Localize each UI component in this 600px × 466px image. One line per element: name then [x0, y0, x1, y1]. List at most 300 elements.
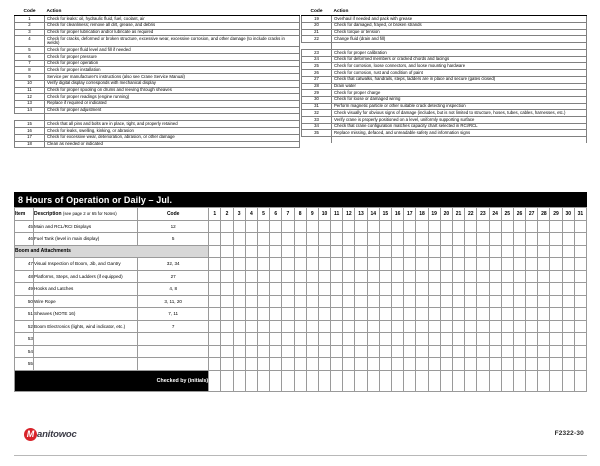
checklist-day-cell-27[interactable] — [526, 333, 538, 346]
checked-by-initials-cell-1[interactable] — [209, 370, 221, 391]
checklist-day-cell-16[interactable] — [392, 345, 404, 358]
checklist-day-cell-29[interactable] — [550, 270, 562, 283]
checklist-day-cell-6[interactable] — [270, 345, 282, 358]
checklist-day-cell-8[interactable] — [294, 345, 306, 358]
checklist-day-cell-26[interactable] — [513, 295, 525, 308]
checklist-day-cell-1[interactable] — [209, 320, 221, 333]
checklist-day-cell-21[interactable] — [452, 233, 464, 246]
checklist-day-cell-15[interactable] — [379, 233, 391, 246]
checklist-day-cell-12[interactable] — [343, 333, 355, 346]
checklist-day-cell-8[interactable] — [294, 333, 306, 346]
checklist-day-cell-27[interactable] — [526, 258, 538, 271]
checklist-day-cell-12[interactable] — [343, 308, 355, 321]
checklist-day-cell-21[interactable] — [452, 258, 464, 271]
checklist-day-cell-3[interactable] — [233, 345, 245, 358]
checklist-day-cell-31[interactable] — [574, 233, 586, 246]
checklist-day-cell-19[interactable] — [428, 220, 440, 233]
checklist-day-cell-17[interactable] — [404, 333, 416, 346]
checklist-day-cell-18[interactable] — [416, 258, 428, 271]
checklist-day-cell-2[interactable] — [221, 358, 233, 371]
checklist-day-cell-21[interactable] — [452, 333, 464, 346]
checklist-day-cell-24[interactable] — [489, 358, 501, 371]
checklist-day-cell-1[interactable] — [209, 358, 221, 371]
checklist-day-cell-24[interactable] — [489, 308, 501, 321]
checklist-day-cell-5[interactable] — [257, 308, 269, 321]
checklist-day-cell-20[interactable] — [440, 233, 452, 246]
checklist-day-cell-17[interactable] — [404, 245, 416, 258]
checklist-day-cell-10[interactable] — [318, 258, 330, 271]
checklist-day-cell-10[interactable] — [318, 295, 330, 308]
checked-by-initials-cell-18[interactable] — [416, 370, 428, 391]
checklist-day-cell-13[interactable] — [355, 233, 367, 246]
checklist-day-cell-30[interactable] — [562, 295, 574, 308]
checklist-day-cell-25[interactable] — [501, 345, 513, 358]
checklist-day-cell-19[interactable] — [428, 345, 440, 358]
checklist-day-cell-19[interactable] — [428, 233, 440, 246]
checklist-day-cell-18[interactable] — [416, 345, 428, 358]
checklist-day-cell-7[interactable] — [282, 258, 294, 271]
checklist-day-cell-10[interactable] — [318, 308, 330, 321]
checklist-day-cell-11[interactable] — [331, 258, 343, 271]
checklist-day-cell-15[interactable] — [379, 345, 391, 358]
checklist-day-cell-2[interactable] — [221, 220, 233, 233]
checked-by-initials-cell-21[interactable] — [452, 370, 464, 391]
checklist-day-cell-19[interactable] — [428, 295, 440, 308]
checklist-day-cell-27[interactable] — [526, 283, 538, 296]
checked-by-initials-cell-7[interactable] — [282, 370, 294, 391]
checklist-day-cell-4[interactable] — [245, 245, 257, 258]
checklist-day-cell-30[interactable] — [562, 283, 574, 296]
checklist-day-cell-20[interactable] — [440, 295, 452, 308]
checklist-day-cell-18[interactable] — [416, 333, 428, 346]
checklist-day-cell-20[interactable] — [440, 220, 452, 233]
checklist-day-cell-23[interactable] — [477, 220, 489, 233]
checklist-day-cell-15[interactable] — [379, 270, 391, 283]
checklist-day-cell-27[interactable] — [526, 233, 538, 246]
checklist-day-cell-17[interactable] — [404, 270, 416, 283]
checklist-day-cell-5[interactable] — [257, 333, 269, 346]
checklist-day-cell-26[interactable] — [513, 345, 525, 358]
checklist-day-cell-6[interactable] — [270, 233, 282, 246]
checked-by-initials-cell-19[interactable] — [428, 370, 440, 391]
checklist-day-cell-11[interactable] — [331, 295, 343, 308]
checklist-day-cell-21[interactable] — [452, 220, 464, 233]
checklist-day-cell-21[interactable] — [452, 295, 464, 308]
checklist-day-cell-26[interactable] — [513, 308, 525, 321]
checklist-day-cell-15[interactable] — [379, 258, 391, 271]
checklist-day-cell-22[interactable] — [465, 295, 477, 308]
checklist-day-cell-31[interactable] — [574, 345, 586, 358]
checklist-day-cell-12[interactable] — [343, 345, 355, 358]
checklist-day-cell-25[interactable] — [501, 245, 513, 258]
checklist-day-cell-14[interactable] — [367, 245, 379, 258]
checked-by-initials-cell-16[interactable] — [392, 370, 404, 391]
checked-by-initials-cell-30[interactable] — [562, 370, 574, 391]
checklist-day-cell-4[interactable] — [245, 345, 257, 358]
checklist-day-cell-25[interactable] — [501, 283, 513, 296]
checklist-day-cell-10[interactable] — [318, 220, 330, 233]
checklist-day-cell-3[interactable] — [233, 283, 245, 296]
checklist-day-cell-29[interactable] — [550, 333, 562, 346]
checklist-day-cell-9[interactable] — [306, 220, 318, 233]
checklist-day-cell-1[interactable] — [209, 333, 221, 346]
checklist-day-cell-25[interactable] — [501, 358, 513, 371]
checked-by-initials-cell-31[interactable] — [574, 370, 586, 391]
checklist-day-cell-9[interactable] — [306, 258, 318, 271]
checklist-day-cell-15[interactable] — [379, 320, 391, 333]
checklist-day-cell-6[interactable] — [270, 270, 282, 283]
checked-by-initials-cell-20[interactable] — [440, 370, 452, 391]
checklist-day-cell-29[interactable] — [550, 258, 562, 271]
checklist-day-cell-31[interactable] — [574, 220, 586, 233]
checklist-day-cell-9[interactable] — [306, 333, 318, 346]
checklist-day-cell-4[interactable] — [245, 233, 257, 246]
checklist-day-cell-23[interactable] — [477, 233, 489, 246]
checklist-day-cell-9[interactable] — [306, 320, 318, 333]
checklist-day-cell-13[interactable] — [355, 258, 367, 271]
checklist-day-cell-25[interactable] — [501, 220, 513, 233]
checklist-day-cell-11[interactable] — [331, 283, 343, 296]
checklist-day-cell-30[interactable] — [562, 345, 574, 358]
checklist-day-cell-2[interactable] — [221, 295, 233, 308]
checklist-day-cell-21[interactable] — [452, 320, 464, 333]
checklist-day-cell-7[interactable] — [282, 308, 294, 321]
checklist-day-cell-13[interactable] — [355, 358, 367, 371]
checklist-day-cell-6[interactable] — [270, 333, 282, 346]
checklist-day-cell-27[interactable] — [526, 345, 538, 358]
checklist-day-cell-26[interactable] — [513, 333, 525, 346]
checklist-day-cell-24[interactable] — [489, 270, 501, 283]
checked-by-initials-cell-2[interactable] — [221, 370, 233, 391]
checklist-day-cell-20[interactable] — [440, 333, 452, 346]
checklist-day-cell-26[interactable] — [513, 233, 525, 246]
checklist-day-cell-9[interactable] — [306, 270, 318, 283]
checked-by-initials-cell-9[interactable] — [306, 370, 318, 391]
checklist-day-cell-5[interactable] — [257, 345, 269, 358]
checklist-day-cell-17[interactable] — [404, 358, 416, 371]
checklist-day-cell-3[interactable] — [233, 233, 245, 246]
checklist-day-cell-13[interactable] — [355, 333, 367, 346]
checklist-day-cell-26[interactable] — [513, 320, 525, 333]
checklist-day-cell-9[interactable] — [306, 308, 318, 321]
checklist-day-cell-9[interactable] — [306, 233, 318, 246]
checklist-day-cell-17[interactable] — [404, 345, 416, 358]
checklist-day-cell-23[interactable] — [477, 295, 489, 308]
checklist-day-cell-18[interactable] — [416, 320, 428, 333]
checklist-day-cell-20[interactable] — [440, 270, 452, 283]
checklist-day-cell-3[interactable] — [233, 245, 245, 258]
checklist-day-cell-3[interactable] — [233, 270, 245, 283]
checklist-day-cell-2[interactable] — [221, 345, 233, 358]
checklist-day-cell-27[interactable] — [526, 245, 538, 258]
checklist-day-cell-19[interactable] — [428, 258, 440, 271]
checked-by-initials-cell-3[interactable] — [233, 370, 245, 391]
checklist-day-cell-8[interactable] — [294, 233, 306, 246]
checklist-day-cell-20[interactable] — [440, 258, 452, 271]
checklist-day-cell-18[interactable] — [416, 308, 428, 321]
checklist-day-cell-14[interactable] — [367, 333, 379, 346]
checklist-day-cell-17[interactable] — [404, 258, 416, 271]
checklist-day-cell-4[interactable] — [245, 320, 257, 333]
checklist-day-cell-3[interactable] — [233, 308, 245, 321]
checklist-day-cell-28[interactable] — [538, 358, 550, 371]
checklist-day-cell-19[interactable] — [428, 283, 440, 296]
checklist-day-cell-12[interactable] — [343, 320, 355, 333]
checklist-day-cell-30[interactable] — [562, 245, 574, 258]
checklist-day-cell-10[interactable] — [318, 333, 330, 346]
checklist-day-cell-28[interactable] — [538, 345, 550, 358]
checklist-day-cell-16[interactable] — [392, 220, 404, 233]
checklist-day-cell-6[interactable] — [270, 320, 282, 333]
checked-by-initials-cell-13[interactable] — [355, 370, 367, 391]
checked-by-initials-cell-5[interactable] — [257, 370, 269, 391]
checklist-day-cell-9[interactable] — [306, 345, 318, 358]
checklist-day-cell-12[interactable] — [343, 233, 355, 246]
checklist-day-cell-2[interactable] — [221, 245, 233, 258]
checklist-day-cell-28[interactable] — [538, 245, 550, 258]
checklist-day-cell-30[interactable] — [562, 233, 574, 246]
checklist-day-cell-27[interactable] — [526, 220, 538, 233]
checklist-day-cell-10[interactable] — [318, 358, 330, 371]
checked-by-initials-cell-29[interactable] — [550, 370, 562, 391]
checked-by-initials-cell-6[interactable] — [270, 370, 282, 391]
checklist-day-cell-29[interactable] — [550, 308, 562, 321]
checklist-day-cell-23[interactable] — [477, 345, 489, 358]
checklist-day-cell-10[interactable] — [318, 283, 330, 296]
checklist-day-cell-1[interactable] — [209, 345, 221, 358]
checklist-day-cell-29[interactable] — [550, 283, 562, 296]
checklist-day-cell-8[interactable] — [294, 270, 306, 283]
checklist-day-cell-4[interactable] — [245, 308, 257, 321]
checklist-day-cell-13[interactable] — [355, 308, 367, 321]
checklist-day-cell-23[interactable] — [477, 245, 489, 258]
checklist-day-cell-8[interactable] — [294, 320, 306, 333]
checklist-day-cell-23[interactable] — [477, 283, 489, 296]
checklist-day-cell-15[interactable] — [379, 333, 391, 346]
checklist-day-cell-17[interactable] — [404, 283, 416, 296]
checklist-day-cell-28[interactable] — [538, 308, 550, 321]
checklist-day-cell-28[interactable] — [538, 320, 550, 333]
checked-by-initials-cell-28[interactable] — [538, 370, 550, 391]
checklist-day-cell-26[interactable] — [513, 245, 525, 258]
checklist-day-cell-16[interactable] — [392, 333, 404, 346]
checklist-day-cell-3[interactable] — [233, 295, 245, 308]
checklist-day-cell-19[interactable] — [428, 245, 440, 258]
checklist-day-cell-9[interactable] — [306, 283, 318, 296]
checklist-day-cell-28[interactable] — [538, 295, 550, 308]
checklist-day-cell-7[interactable] — [282, 358, 294, 371]
checklist-day-cell-31[interactable] — [574, 270, 586, 283]
checklist-day-cell-9[interactable] — [306, 295, 318, 308]
checklist-day-cell-15[interactable] — [379, 220, 391, 233]
checklist-day-cell-6[interactable] — [270, 283, 282, 296]
checklist-day-cell-6[interactable] — [270, 308, 282, 321]
checked-by-initials-cell-24[interactable] — [489, 370, 501, 391]
checklist-day-cell-14[interactable] — [367, 220, 379, 233]
checklist-day-cell-26[interactable] — [513, 358, 525, 371]
checklist-day-cell-11[interactable] — [331, 358, 343, 371]
checklist-day-cell-20[interactable] — [440, 245, 452, 258]
checklist-day-cell-24[interactable] — [489, 245, 501, 258]
checklist-day-cell-23[interactable] — [477, 333, 489, 346]
checklist-day-cell-15[interactable] — [379, 283, 391, 296]
checked-by-initials-cell-12[interactable] — [343, 370, 355, 391]
checked-by-initials-cell-26[interactable] — [513, 370, 525, 391]
checklist-day-cell-22[interactable] — [465, 345, 477, 358]
checklist-day-cell-26[interactable] — [513, 270, 525, 283]
checklist-day-cell-24[interactable] — [489, 320, 501, 333]
checklist-day-cell-30[interactable] — [562, 320, 574, 333]
checklist-day-cell-22[interactable] — [465, 220, 477, 233]
checklist-day-cell-13[interactable] — [355, 220, 367, 233]
checklist-day-cell-28[interactable] — [538, 270, 550, 283]
checklist-day-cell-28[interactable] — [538, 220, 550, 233]
checklist-day-cell-26[interactable] — [513, 258, 525, 271]
checklist-day-cell-16[interactable] — [392, 245, 404, 258]
checklist-day-cell-29[interactable] — [550, 233, 562, 246]
checklist-day-cell-16[interactable] — [392, 320, 404, 333]
checklist-day-cell-22[interactable] — [465, 258, 477, 271]
checklist-day-cell-17[interactable] — [404, 320, 416, 333]
checklist-day-cell-3[interactable] — [233, 333, 245, 346]
checklist-day-cell-15[interactable] — [379, 245, 391, 258]
checklist-day-cell-17[interactable] — [404, 308, 416, 321]
checklist-day-cell-18[interactable] — [416, 245, 428, 258]
checklist-day-cell-4[interactable] — [245, 258, 257, 271]
checklist-day-cell-21[interactable] — [452, 283, 464, 296]
checklist-day-cell-16[interactable] — [392, 270, 404, 283]
checklist-day-cell-25[interactable] — [501, 333, 513, 346]
checklist-day-cell-21[interactable] — [452, 308, 464, 321]
checklist-day-cell-10[interactable] — [318, 233, 330, 246]
checklist-day-cell-31[interactable] — [574, 258, 586, 271]
checklist-day-cell-25[interactable] — [501, 295, 513, 308]
checklist-day-cell-18[interactable] — [416, 233, 428, 246]
checklist-day-cell-11[interactable] — [331, 220, 343, 233]
checklist-day-cell-29[interactable] — [550, 320, 562, 333]
checklist-day-cell-7[interactable] — [282, 345, 294, 358]
checklist-day-cell-26[interactable] — [513, 220, 525, 233]
checklist-day-cell-2[interactable] — [221, 308, 233, 321]
checklist-day-cell-18[interactable] — [416, 358, 428, 371]
checklist-day-cell-28[interactable] — [538, 258, 550, 271]
checklist-day-cell-1[interactable] — [209, 233, 221, 246]
checklist-day-cell-30[interactable] — [562, 258, 574, 271]
checklist-day-cell-13[interactable] — [355, 270, 367, 283]
checklist-day-cell-14[interactable] — [367, 308, 379, 321]
checklist-day-cell-4[interactable] — [245, 295, 257, 308]
checked-by-initials-cell-27[interactable] — [526, 370, 538, 391]
checklist-day-cell-14[interactable] — [367, 270, 379, 283]
checklist-day-cell-30[interactable] — [562, 358, 574, 371]
checklist-day-cell-24[interactable] — [489, 283, 501, 296]
checklist-day-cell-17[interactable] — [404, 233, 416, 246]
checklist-day-cell-5[interactable] — [257, 220, 269, 233]
checklist-day-cell-15[interactable] — [379, 308, 391, 321]
checked-by-initials-cell-23[interactable] — [477, 370, 489, 391]
checklist-day-cell-25[interactable] — [501, 308, 513, 321]
checklist-day-cell-12[interactable] — [343, 295, 355, 308]
checklist-day-cell-10[interactable] — [318, 245, 330, 258]
checklist-day-cell-28[interactable] — [538, 333, 550, 346]
checklist-day-cell-13[interactable] — [355, 320, 367, 333]
checklist-day-cell-5[interactable] — [257, 320, 269, 333]
checklist-day-cell-12[interactable] — [343, 258, 355, 271]
checklist-day-cell-25[interactable] — [501, 258, 513, 271]
checklist-day-cell-24[interactable] — [489, 295, 501, 308]
checklist-day-cell-6[interactable] — [270, 220, 282, 233]
checked-by-initials-cell-25[interactable] — [501, 370, 513, 391]
checklist-day-cell-22[interactable] — [465, 270, 477, 283]
checklist-day-cell-8[interactable] — [294, 358, 306, 371]
checklist-day-cell-31[interactable] — [574, 245, 586, 258]
checklist-day-cell-22[interactable] — [465, 308, 477, 321]
checked-by-initials-cell-4[interactable] — [245, 370, 257, 391]
checklist-day-cell-23[interactable] — [477, 270, 489, 283]
checklist-day-cell-20[interactable] — [440, 345, 452, 358]
checklist-day-cell-6[interactable] — [270, 258, 282, 271]
checklist-day-cell-11[interactable] — [331, 245, 343, 258]
checklist-day-cell-19[interactable] — [428, 308, 440, 321]
checklist-day-cell-7[interactable] — [282, 333, 294, 346]
checked-by-initials-cell-15[interactable] — [379, 370, 391, 391]
checklist-day-cell-22[interactable] — [465, 283, 477, 296]
checklist-day-cell-20[interactable] — [440, 320, 452, 333]
checklist-day-cell-22[interactable] — [465, 333, 477, 346]
checklist-day-cell-21[interactable] — [452, 270, 464, 283]
checklist-day-cell-11[interactable] — [331, 270, 343, 283]
checklist-day-cell-20[interactable] — [440, 358, 452, 371]
checklist-day-cell-31[interactable] — [574, 283, 586, 296]
checklist-day-cell-22[interactable] — [465, 358, 477, 371]
checklist-day-cell-6[interactable] — [270, 295, 282, 308]
checklist-day-cell-8[interactable] — [294, 308, 306, 321]
checklist-day-cell-24[interactable] — [489, 258, 501, 271]
checklist-day-cell-19[interactable] — [428, 270, 440, 283]
checklist-day-cell-24[interactable] — [489, 345, 501, 358]
checklist-day-cell-16[interactable] — [392, 283, 404, 296]
checklist-day-cell-25[interactable] — [501, 270, 513, 283]
checklist-day-cell-24[interactable] — [489, 233, 501, 246]
checklist-day-cell-30[interactable] — [562, 308, 574, 321]
checklist-day-cell-2[interactable] — [221, 283, 233, 296]
checklist-day-cell-31[interactable] — [574, 320, 586, 333]
checklist-day-cell-30[interactable] — [562, 220, 574, 233]
checklist-day-cell-10[interactable] — [318, 345, 330, 358]
checklist-day-cell-4[interactable] — [245, 283, 257, 296]
checklist-day-cell-1[interactable] — [209, 270, 221, 283]
checklist-day-cell-12[interactable] — [343, 358, 355, 371]
checklist-day-cell-17[interactable] — [404, 220, 416, 233]
checklist-day-cell-5[interactable] — [257, 295, 269, 308]
checklist-day-cell-23[interactable] — [477, 358, 489, 371]
checklist-day-cell-5[interactable] — [257, 258, 269, 271]
checklist-day-cell-16[interactable] — [392, 258, 404, 271]
checklist-day-cell-27[interactable] — [526, 308, 538, 321]
checklist-day-cell-22[interactable] — [465, 233, 477, 246]
checklist-day-cell-14[interactable] — [367, 258, 379, 271]
checklist-day-cell-20[interactable] — [440, 308, 452, 321]
checklist-day-cell-7[interactable] — [282, 233, 294, 246]
checklist-day-cell-1[interactable] — [209, 283, 221, 296]
checklist-day-cell-29[interactable] — [550, 345, 562, 358]
checklist-day-cell-1[interactable] — [209, 308, 221, 321]
checklist-day-cell-18[interactable] — [416, 220, 428, 233]
checklist-day-cell-16[interactable] — [392, 358, 404, 371]
checklist-day-cell-29[interactable] — [550, 358, 562, 371]
checklist-day-cell-6[interactable] — [270, 358, 282, 371]
checklist-day-cell-5[interactable] — [257, 270, 269, 283]
